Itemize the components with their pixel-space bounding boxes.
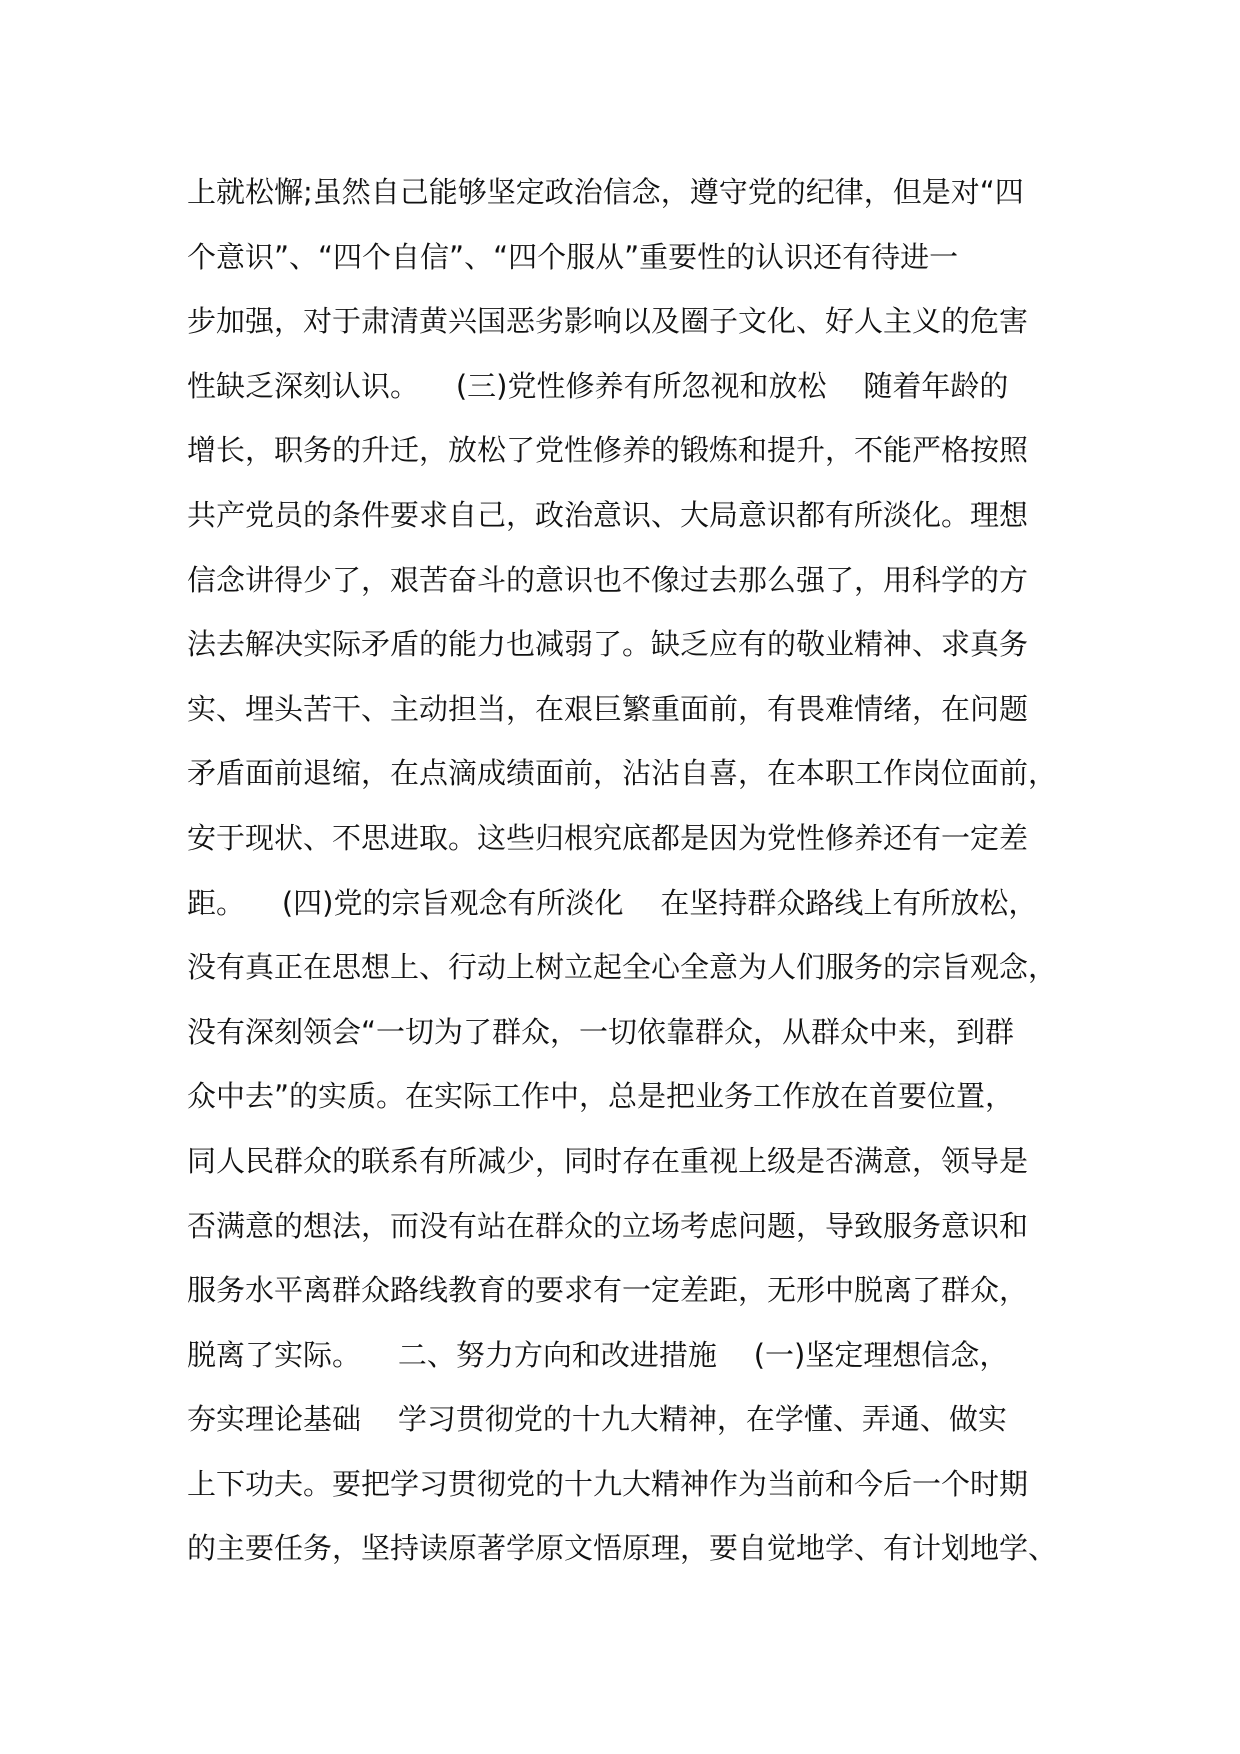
- text-line: 实、埋头苦干、主动担当，在艰巨繁重面前，有畏难情绪，在问题: [187, 691, 1029, 726]
- text-line: 夯实理论基础 学习贯彻党的十九大精神，在学懂、弄通、做实: [187, 1402, 1007, 1437]
- text-line: 增长，职务的升迁，放松了党性修养的锻炼和提升，不能严格按照: [187, 433, 1029, 468]
- text-line: 没有真正在思想上、行动上树立起全心全意为人们服务的宗旨观念，: [187, 950, 1058, 985]
- text-line: 脱离了实际。 二、努力方向和改进措施 (一)坚定理想信念，: [187, 1337, 1009, 1372]
- text-line: 同人民群众的联系有所减少，同时存在重视上级是否满意，领导是: [187, 1143, 1029, 1178]
- text-line: 上下功夫。要把学习贯彻党的十九大精神作为当前和今后一个时期: [187, 1466, 1029, 1501]
- text-line: 否满意的想法，而没有站在群众的立场考虑问题，导致服务意识和: [187, 1208, 1029, 1243]
- text-line: 个意识”、“四个自信”、“四个服从”重要性的认识还有待进一: [187, 239, 959, 274]
- text-line: 共产党员的条件要求自己，政治意识、大局意识都有所淡化。理想: [187, 497, 1029, 532]
- text-line: 法去解决实际矛盾的能力也减弱了。缺乏应有的敬业精神、求真务: [187, 627, 1029, 662]
- text-line: 矛盾面前退缩，在点滴成绩面前，沾沾自喜，在本职工作岗位面前，: [187, 756, 1058, 791]
- text-line: 服务水平离群众路线教育的要求有一定差距，无形中脱离了群众，: [187, 1273, 1029, 1308]
- text-line: 性缺乏深刻认识。 (三)党性修养有所忽视和放松 随着年龄的: [187, 368, 1009, 403]
- text-line: 信念讲得少了，艰苦奋斗的意识也不像过去那么强了，用科学的方: [187, 562, 1029, 597]
- text-line: 没有深刻领会“一切为了群众，一切依靠群众，从群众中来，到群: [187, 1014, 1015, 1049]
- text-line: 的主要任务，坚持读原著学原文悟原理，要自觉地学、有计划地学、: [187, 1531, 1058, 1566]
- text-line: 上就松懈;虽然自己能够坚定政治信念，遵守党的纪律，但是对“四: [187, 175, 1024, 209]
- text-line: 安于现状、不思进取。这些归根究底都是因为党性修养还有一定差: [187, 820, 1029, 855]
- body-text: [187, 172, 1087, 1593]
- text-line: 众中去”的实质。在实际工作中，总是把业务工作放在首要位置，: [187, 1079, 1015, 1114]
- text-line: 距。 (四)党的宗旨观念有所淡化 在坚持群众路线上有所放松，: [187, 885, 1038, 920]
- text-line: 步加强，对于肃清黄兴国恶劣影响以及圈子文化、好人主义的危害: [187, 304, 1029, 339]
